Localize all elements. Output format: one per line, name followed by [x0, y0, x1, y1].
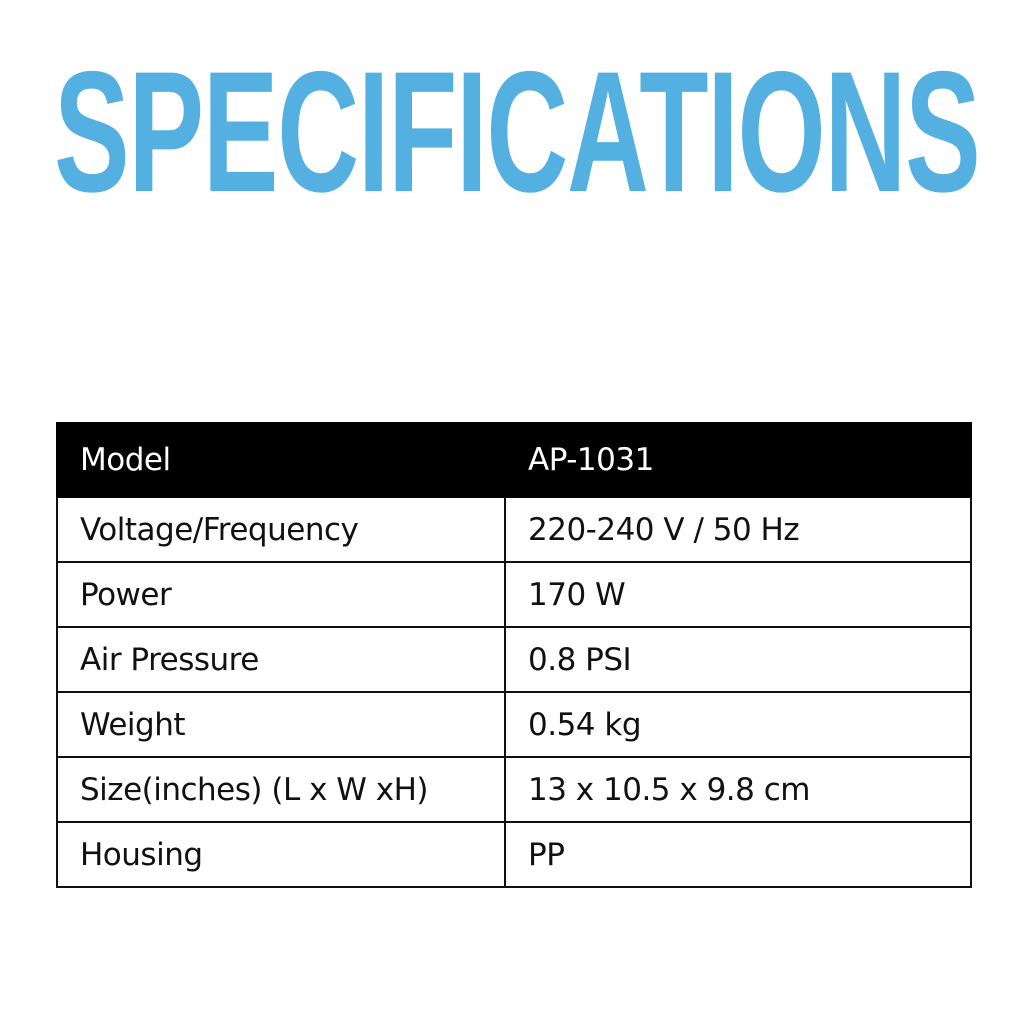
table-row — [57, 562, 971, 627]
spec-label-cell: Weight — [57, 692, 505, 757]
table-row — [57, 627, 971, 692]
table-row — [57, 497, 971, 562]
spec-value-cell: 170 W — [505, 562, 971, 627]
spec-value-cell: PP — [505, 822, 971, 887]
table-row — [57, 757, 971, 822]
specifications-table — [56, 422, 972, 888]
spec-label-cell: Air Pressure — [57, 627, 505, 692]
spec-value-cell: 0.54 kg — [505, 692, 971, 757]
spec-value-cell: 220-240 V / 50 Hz — [505, 497, 971, 562]
spec-label-cell: Power — [57, 562, 505, 627]
table-row — [57, 692, 971, 757]
table-row — [57, 822, 971, 887]
header-value-cell: AP-1031 — [505, 423, 971, 497]
spec-label-cell: Voltage/Frequency — [57, 497, 505, 562]
page-title: SPECIFICATIONS — [54, 36, 980, 228]
spec-label-cell: Housing — [57, 822, 505, 887]
table-header-row — [57, 423, 971, 497]
spec-value-cell: 13 x 10.5 x 9.8 cm — [505, 757, 971, 822]
header-label-cell: Model — [57, 423, 505, 497]
spec-value-cell: 0.8 PSI — [505, 627, 971, 692]
spec-label-cell: Size(inches) (L x W xH) — [57, 757, 505, 822]
